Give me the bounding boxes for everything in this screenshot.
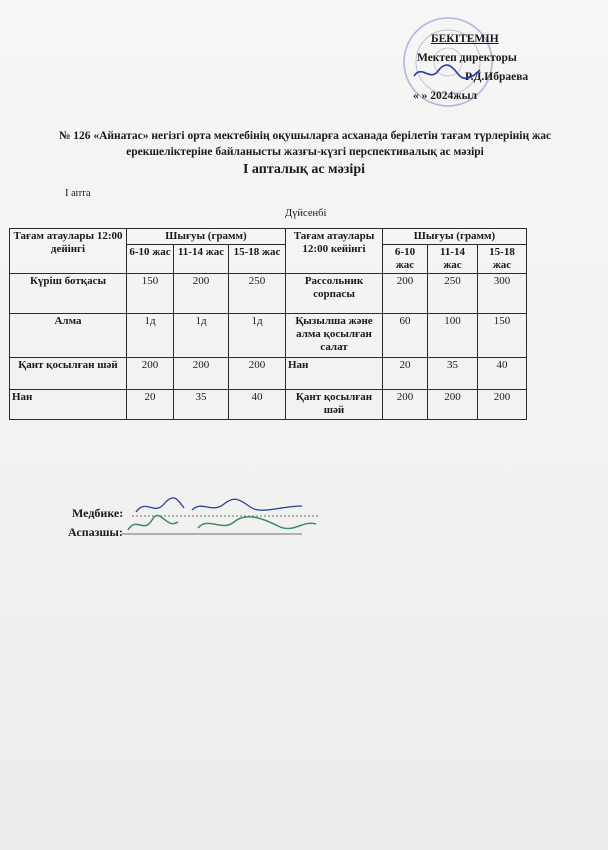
value-cell: 1д [174, 314, 229, 358]
table-row [10, 358, 527, 390]
value-cell: 40 [229, 390, 286, 420]
value-cell: 200 [127, 358, 174, 390]
dish-cell: Рассольник сорпасы [286, 274, 383, 314]
approval-date: « » 2024жыл [413, 90, 478, 102]
nurse-label: Медбике: [72, 506, 124, 520]
value-cell: 150 [127, 274, 174, 314]
approval-position: Мектеп директоры [417, 52, 517, 64]
header-output-right: Шығуы (грамм) [383, 229, 527, 245]
value-cell: 200 [229, 358, 286, 390]
value-cell: 200 [174, 358, 229, 390]
value-cell: 200 [174, 274, 229, 314]
value-cell: 200 [478, 390, 527, 420]
cook-signature [122, 510, 322, 540]
value-cell: 40 [478, 358, 527, 390]
value-cell: 300 [478, 274, 527, 314]
value-cell: 20 [383, 358, 428, 390]
dish-cell: Нан [286, 358, 383, 390]
table-row [10, 390, 527, 420]
table-header-row [10, 229, 527, 245]
cook-label: Аспазшы: [68, 525, 123, 539]
approval-title: БЕКІТЕМІН [431, 33, 499, 45]
age-header: 15-18 жас [478, 245, 527, 274]
value-cell: 200 [383, 390, 428, 420]
dish-cell: Күріш ботқасы [10, 274, 127, 314]
document-heading: № 126 «Айнатас» негізгі орта мектебінің оқушыларға асханада берілетін тағам түрлерінің жас ерекшеліктеріне байланысты жазғы-күзгі перспективалық ас мәзірі [58, 130, 552, 158]
value-cell: 150 [478, 314, 527, 358]
age-header: 11-14 жас [428, 245, 478, 274]
value-cell: 1д [127, 314, 174, 358]
table-row [10, 274, 527, 314]
director-signature [412, 62, 482, 84]
menu-title: I апталық ас мәзірі [242, 162, 365, 177]
dish-cell: Қызылша және алма қосылған салат [286, 314, 383, 358]
menu-table [9, 228, 527, 420]
header-output-left: Шығуы (грамм) [127, 229, 286, 245]
header-dish-left: Тағам атаулары 12:00 дейінгі [10, 229, 127, 274]
age-header: 6-10 жас [127, 245, 174, 274]
dish-cell: Қант қосылған шәй [286, 390, 383, 420]
value-cell: 35 [174, 390, 229, 420]
dish-cell: Нан [10, 390, 127, 420]
age-header: 6-10 жас [383, 245, 428, 274]
value-cell: 100 [428, 314, 478, 358]
value-cell: 35 [428, 358, 478, 390]
value-cell: 200 [383, 274, 428, 314]
header-dish-right: Тағам атаулары 12:00 кейінгі [286, 229, 383, 274]
value-cell: 200 [428, 390, 478, 420]
day-label: Дүйсенбі [285, 208, 327, 219]
value-cell: 250 [229, 274, 286, 314]
value-cell: 60 [383, 314, 428, 358]
dish-cell: Алма [10, 314, 127, 358]
age-header: 15-18 жас [229, 245, 286, 274]
approval-name: Р.Д.Ибраева [465, 71, 529, 83]
week-label: I апта [65, 188, 91, 199]
table-row [10, 314, 527, 358]
value-cell: 1д [229, 314, 286, 358]
value-cell: 250 [428, 274, 478, 314]
dish-cell: Қант қосылған шәй [10, 358, 127, 390]
age-header: 11-14 жас [174, 245, 229, 274]
value-cell: 20 [127, 390, 174, 420]
